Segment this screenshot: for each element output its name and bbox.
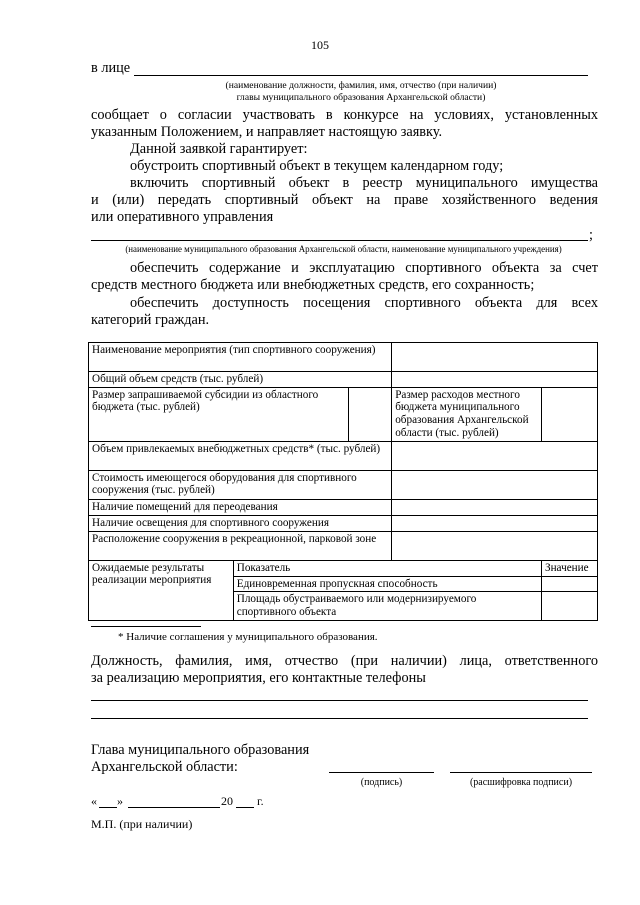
paragraph-4-line-1: включить спортивный объект в реестр муниципального имущества xyxy=(130,175,598,191)
decode-caption: (расшифровка подписи) xyxy=(469,777,573,788)
table-row xyxy=(89,343,598,372)
indicator-2-value[interactable] xyxy=(541,592,597,621)
table-row xyxy=(89,441,598,470)
indicator-1: Единовременная пропускная способность xyxy=(233,576,541,592)
table-cell-value[interactable] xyxy=(541,387,597,441)
table-row xyxy=(89,531,598,560)
signature-caption: (подпись) xyxy=(360,777,403,788)
signature-decode-line[interactable] xyxy=(450,772,592,773)
name-caption-1: (наименование должности, фамилия, имя, отчество (при наличии) xyxy=(225,80,497,91)
page-number: 105 xyxy=(311,38,329,52)
results-label: Ожидаемые результаты реализации мероприятия xyxy=(89,560,234,621)
table-cell-value[interactable] xyxy=(392,441,598,470)
responsible-input-line-2[interactable] xyxy=(91,718,588,719)
paragraph-5-line-2: средств местного бюджета или внебюджетных средств, его сохранность; xyxy=(91,277,535,293)
table-cell-value[interactable] xyxy=(349,387,392,441)
application-table xyxy=(88,342,598,621)
table-cell-label: Объем привлекаемых внебюджетных средств* (тыс. рублей) xyxy=(89,441,392,470)
stamp-label: М.П. (при наличии) xyxy=(91,817,193,831)
table-row xyxy=(89,470,598,499)
indicator-header: Показатель xyxy=(233,560,541,576)
date-year-suffix: г. xyxy=(257,794,264,808)
table-cell-label: Наличие помещений для переодевания xyxy=(89,499,392,515)
value-header: Значение xyxy=(541,560,597,576)
in-person-label: в лице xyxy=(91,60,131,76)
footnote: * Наличие соглашения у муниципального образования. xyxy=(118,631,378,643)
table-cell-label: Размер расходов местного бюджета муниципального образования Архангельской области (тыс. рублей) xyxy=(392,387,542,441)
table-row xyxy=(89,515,598,531)
table-row xyxy=(89,372,598,388)
table-cell-label: Наличие освещения для спортивного сооружения xyxy=(89,515,392,531)
institution-input-line[interactable] xyxy=(91,240,588,241)
paragraph-5-line-1: обеспечить содержание и эксплуатацию спортивного объекта за счет xyxy=(130,260,598,276)
signature-line[interactable] xyxy=(329,772,434,773)
paragraph-1-line-1: сообщает о согласии участвовать в конкурсе на условиях, установленных xyxy=(91,107,598,123)
date-year-prefix: 20 xyxy=(221,794,233,808)
name-input-line[interactable] xyxy=(134,75,588,76)
indicator-2: Площадь обустраиваемого или модернизируемого спортивного объекта xyxy=(233,592,541,621)
paragraph-4-line-2: и (или) передать спортивный объект на праве хозяйственного ведения xyxy=(91,192,598,208)
table-cell-value[interactable] xyxy=(392,499,598,515)
table-cell-label: Расположение сооружения в рекреационной, парковой зоне xyxy=(89,531,392,560)
paragraph-6-line-2: категорий граждан. xyxy=(91,312,210,328)
table-row xyxy=(89,387,598,441)
responsible-line-2: за реализацию мероприятия, его контактные телефоны xyxy=(91,670,426,686)
table-cell-label: Общий объем средств (тыс. рублей) xyxy=(89,372,392,388)
table-row xyxy=(89,560,598,576)
footnote-separator xyxy=(91,626,201,627)
name-caption-2: главы муниципального образования Архангельской области) xyxy=(236,92,486,103)
paragraph-6-line-1: обеспечить доступность посещения спортивного объекта для всех xyxy=(130,295,598,311)
head-title-line-2: Архангельской области: xyxy=(91,759,238,775)
table-cell-label: Стоимость имеющегося оборудования для спортивного сооружения (тыс. рублей) xyxy=(89,470,392,499)
date-open-quote: « xyxy=(91,794,97,808)
paragraph-3: обустроить спортивный объект в текущем календарном году; xyxy=(130,158,504,174)
date-year-line[interactable] xyxy=(236,807,254,808)
paragraph-4-line-3: или оперативного управления xyxy=(91,209,274,225)
table-cell-value[interactable] xyxy=(392,343,598,372)
table-cell-value[interactable] xyxy=(392,515,598,531)
indicator-1-value[interactable] xyxy=(541,576,597,592)
table-cell-label: Наименование мероприятия (тип спортивного сооружения) xyxy=(89,343,392,372)
institution-caption: (наименование муниципального образования Архангельской области, наименование муниципального учреждения) xyxy=(125,244,562,254)
head-title-line-1: Глава муниципального образования xyxy=(91,742,310,758)
table-cell-value[interactable] xyxy=(392,531,598,560)
date-month-line[interactable] xyxy=(128,807,220,808)
table-cell-value[interactable] xyxy=(392,470,598,499)
paragraph-1-line-2: указанным Положением, и направляет настоящую заявку. xyxy=(91,124,443,140)
table-cell-value[interactable] xyxy=(392,372,598,388)
date-day-line[interactable] xyxy=(99,807,117,808)
paragraph-2: Данной заявкой гарантирует: xyxy=(130,141,308,157)
table-row xyxy=(89,499,598,515)
date-close-quote: » xyxy=(117,794,123,808)
semicolon: ; xyxy=(589,227,593,243)
responsible-input-line-1[interactable] xyxy=(91,700,588,701)
responsible-line-1: Должность, фамилия, имя, отчество (при наличии) лица, ответственного xyxy=(91,653,598,669)
table-cell-label: Размер запрашиваемой субсидии из областного бюджета (тыс. рублей) xyxy=(89,387,349,441)
